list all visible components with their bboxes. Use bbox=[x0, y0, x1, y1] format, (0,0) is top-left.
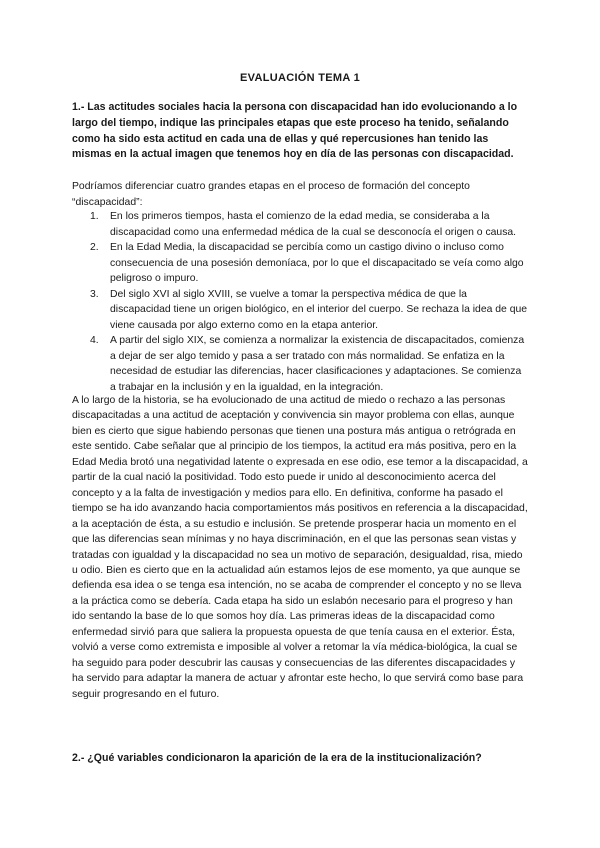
list-item bbox=[72, 209, 528, 240]
answer-paragraph: A lo largo de la historia, se ha evolucionado de una actitud de miedo o rechazo a las personas discapacitadas a una actitud de aceptación y convivencia sin mayor problema con ellas, aunque bien es cierto que sigue habiendo personas que tienen una postura más antigua o retrógrada en este sentido. Cabe señalar que al principio de los tiempos, la actitud era más positiva, pero en la Edad Media brotó una negatividad latente o expresada en ese odio, ese temor a la discapacidad, a partir de la cual nació la positividad. Todo esto puede ir unido al desconocimiento acerca del concepto y a la falta de investigación y medios para ello. En definitiva, conforme ha pasado el tiempo se ha ido avanzando hacia comportamientos más positivos en referencia a la discapacidad, a la aceptación de ésta, a su estudio e inclusión. Se pretende prosperar hacia un momento en el que las diferencias sean mínimas y no haya discriminación, en el que las personas sean vistas y tratadas con igualdad y la discapacidad no sea un motivo de separación, desigualdad, risa, miedo u odio. Bien es cierto que en la actualidad aún estamos lejos de ese momento, ya que aunque se defienda esa idea o se tenga esa intención, no se acaba de comprender el concepto y no se lleva a la práctica como se debería. Cada etapa ha sido un eslabón necesario para el progreso y han ido sentando la base de lo que somos hoy día. Las primeras ideas de la discapacidad como enfermedad sirvió para que saliera la propuesta opuesta de que tenía causa en el exterior. Ésta, volvió a verse como extremista e imposible al volver a retomar la vía médica-biológica, la cual se ha seguido para poder descubrir las causas y consecuencias de las diferentes discapacidades y ha servido para adaptar la manera de actuar y afrontar este hecho, lo que servirá como base para seguir progresando en el futuro. bbox=[72, 395, 528, 700]
list-item-text: En la Edad Media, la discapacidad se percibía como un castigo divino o incluso como consecuencia de una posesión demoníaca, por lo que el discapacitado se veía como algo peligroso o impuro. bbox=[110, 242, 524, 284]
intro-paragraph: Podríamos diferenciar cuatro grandes etapas en el proceso de formación del concepto “discapacidad”: bbox=[72, 181, 470, 208]
list-item bbox=[72, 240, 528, 287]
list-item-number: 1. bbox=[90, 211, 99, 222]
document-title: EVALUACIÓN TEMA 1 bbox=[240, 72, 360, 84]
question-2: 2.- ¿Qué variables condicionaron la aparición de la era de la institucionalización? bbox=[72, 752, 482, 764]
list-item-text: En los primeros tiempos, hasta el comienzo de la edad media, se consideraba a la discapacidad como una enfermedad médica de la cual se desconocía el origen o causa. bbox=[110, 211, 517, 238]
list-item-number: 2. bbox=[90, 242, 99, 253]
list-item-number: 3. bbox=[90, 288, 99, 300]
stages-list bbox=[72, 209, 528, 395]
list-item-number: 4. bbox=[90, 335, 99, 346]
list-item bbox=[72, 333, 528, 395]
list-item-text: Del siglo XVI al siglo XVIII, se vuelve a tomar la perspectiva médica de que la discapacidad tiene un origen biológico, en el interior del cuerpo. Se rechaza la idea de que viene causada por algo externo como en la etapa anterior. bbox=[110, 288, 528, 331]
list-item-text: A partir del siglo XIX, se comienza a normalizar la existencia de discapacitados, comienza a dejar de ser algo temido y pasa a ser tratado con más normalidad. Se enfatiza en la necesidad de estudiar las diferencias, hacer clasificaciones y adaptaciones. Se comienza a trabajar en la inclusión y en la igualdad, en la integración. bbox=[110, 335, 525, 393]
list-item bbox=[72, 287, 528, 334]
question-1: 1.- Las actitudes sociales hacia la persona con discapacidad han ido evolucionando a lo largo del tiempo, indique las principales etapas que este proceso ha tenido, señalando como ha sido esta actitud en cada una de ellas y qué repercusiones han tenido las mismas en la actual imagen que tenemos hoy en día de las personas con discapacidad. bbox=[72, 101, 518, 161]
